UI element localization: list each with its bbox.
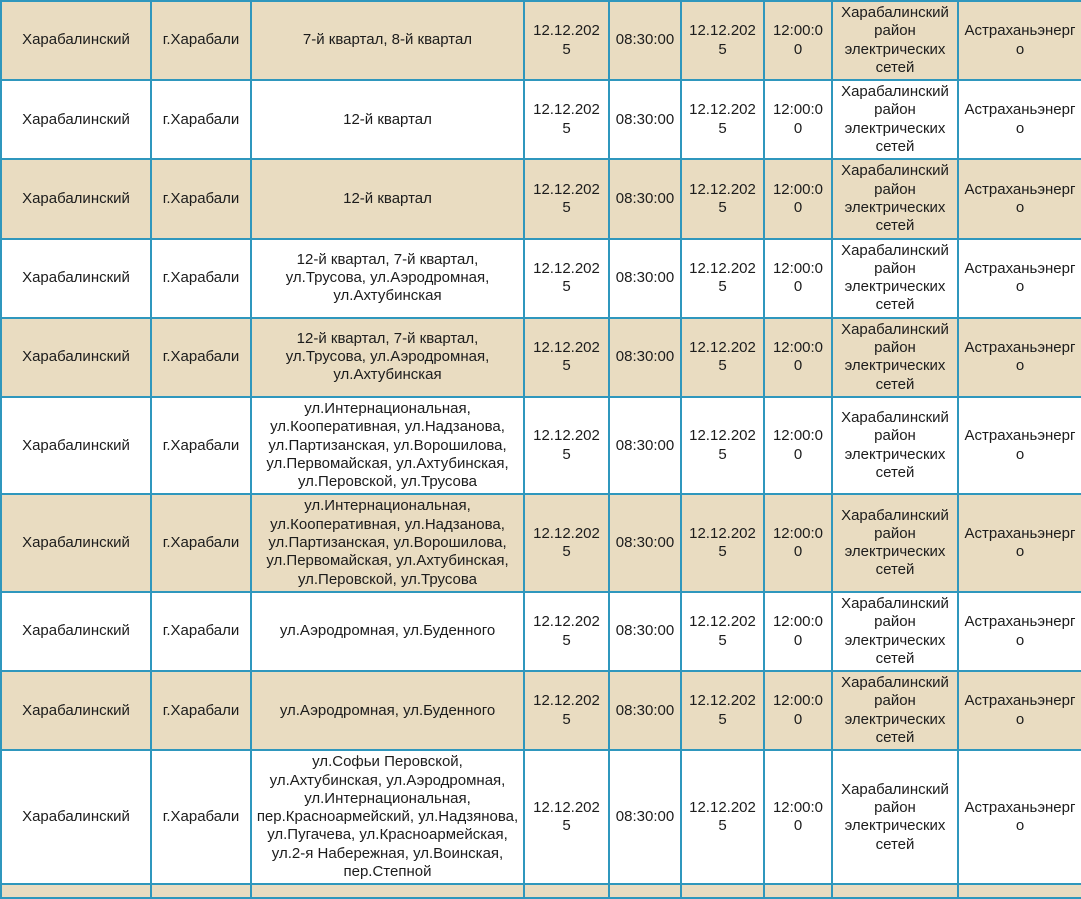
cell-network-org: Харабалинский район электрических сетей bbox=[832, 1, 958, 80]
cell-energy-company: Астраханьэнерго bbox=[958, 397, 1081, 494]
table-row bbox=[1, 318, 1081, 397]
cell-empty bbox=[524, 884, 609, 898]
cell-district: Харабалинский bbox=[1, 80, 151, 159]
cell-city: г.Харабали bbox=[151, 159, 251, 238]
cell-district: Харабалинский bbox=[1, 592, 151, 671]
cell-streets: ул.Софьи Перовской, ул.Ахтубинская, ул.Аэродромная, ул.Интернациональная, пер.Красноармейский, ул.Надзянова, ул.Пугачева, ул.Красноармейская, ул.2-я Набережная, ул.Воинская, пер.Степной bbox=[251, 750, 524, 884]
table-row-partial bbox=[1, 884, 1081, 898]
cell-energy-company: Астраханьэнерго bbox=[958, 494, 1081, 591]
cell-energy-company: Астраханьэнерго bbox=[958, 80, 1081, 159]
cell-district: Харабалинский bbox=[1, 397, 151, 494]
cell-city: г.Харабали bbox=[151, 397, 251, 494]
cell-streets: 12-й квартал, 7-й квартал, ул.Трусова, ул.Аэродромная, ул.Ахтубинская bbox=[251, 318, 524, 397]
cell-streets: 7-й квартал, 8-й квартал bbox=[251, 1, 524, 80]
cell-empty bbox=[609, 884, 681, 898]
cell-streets: ул.Интернациональная, ул.Кооперативная, ул.Надзанова, ул.Партизанская, ул.Ворошилова, ул.Первомайская, ул.Ахтубинская, ул.Перовской, ул.Трусова bbox=[251, 494, 524, 591]
cell-network-org: Харабалинский район электрических сетей bbox=[832, 397, 958, 494]
cell-end-time: 12:00:00 bbox=[764, 318, 832, 397]
cell-city: г.Харабали bbox=[151, 494, 251, 591]
table-row bbox=[1, 671, 1081, 750]
cell-start-time: 08:30:00 bbox=[609, 1, 681, 80]
cell-empty bbox=[681, 884, 764, 898]
cell-end-date: 12.12.2025 bbox=[681, 159, 764, 238]
cell-start-date: 12.12.2025 bbox=[524, 80, 609, 159]
cell-end-time: 12:00:00 bbox=[764, 397, 832, 494]
cell-end-time: 12:00:00 bbox=[764, 1, 832, 80]
table-row bbox=[1, 1, 1081, 80]
cell-start-time: 08:30:00 bbox=[609, 397, 681, 494]
cell-network-org: Харабалинский район электрических сетей bbox=[832, 671, 958, 750]
cell-district: Харабалинский bbox=[1, 494, 151, 591]
cell-city: г.Харабали bbox=[151, 318, 251, 397]
cell-start-time: 08:30:00 bbox=[609, 318, 681, 397]
table-row bbox=[1, 80, 1081, 159]
cell-district: Харабалинский bbox=[1, 239, 151, 318]
cell-start-date: 12.12.2025 bbox=[524, 239, 609, 318]
cell-city: г.Харабали bbox=[151, 80, 251, 159]
cell-end-date: 12.12.2025 bbox=[681, 318, 764, 397]
cell-network-org: Харабалинский район электрических сетей bbox=[832, 239, 958, 318]
cell-start-date: 12.12.2025 bbox=[524, 592, 609, 671]
cell-energy-company: Астраханьэнерго bbox=[958, 1, 1081, 80]
table-row bbox=[1, 239, 1081, 318]
cell-empty bbox=[764, 884, 832, 898]
cell-city: г.Харабали bbox=[151, 1, 251, 80]
cell-end-date: 12.12.2025 bbox=[681, 671, 764, 750]
cell-empty bbox=[251, 884, 524, 898]
cell-start-time: 08:30:00 bbox=[609, 159, 681, 238]
cell-start-date: 12.12.2025 bbox=[524, 494, 609, 591]
cell-empty bbox=[832, 884, 958, 898]
cell-end-date: 12.12.2025 bbox=[681, 80, 764, 159]
cell-network-org: Харабалинский район электрических сетей bbox=[832, 750, 958, 884]
cell-end-time: 12:00:00 bbox=[764, 671, 832, 750]
cell-energy-company: Астраханьэнерго bbox=[958, 159, 1081, 238]
cell-end-time: 12:00:00 bbox=[764, 80, 832, 159]
cell-end-time: 12:00:00 bbox=[764, 592, 832, 671]
table-row bbox=[1, 592, 1081, 671]
cell-city: г.Харабали bbox=[151, 750, 251, 884]
cell-city: г.Харабали bbox=[151, 239, 251, 318]
cell-streets: 12-й квартал bbox=[251, 159, 524, 238]
cell-streets: ул.Аэродромная, ул.Буденного bbox=[251, 592, 524, 671]
table-row bbox=[1, 494, 1081, 591]
table-row bbox=[1, 397, 1081, 494]
cell-end-time: 12:00:00 bbox=[764, 494, 832, 591]
cell-streets: ул.Аэродромная, ул.Буденного bbox=[251, 671, 524, 750]
cell-start-date: 12.12.2025 bbox=[524, 1, 609, 80]
cell-start-date: 12.12.2025 bbox=[524, 159, 609, 238]
cell-streets: 12-й квартал, 7-й квартал, ул.Трусова, ул.Аэродромная, ул.Ахтубинская bbox=[251, 239, 524, 318]
cell-district: Харабалинский bbox=[1, 750, 151, 884]
cell-empty bbox=[151, 884, 251, 898]
cell-start-time: 08:30:00 bbox=[609, 592, 681, 671]
table-row bbox=[1, 750, 1081, 884]
cell-start-time: 08:30:00 bbox=[609, 80, 681, 159]
cell-end-date: 12.12.2025 bbox=[681, 397, 764, 494]
cell-start-date: 12.12.2025 bbox=[524, 397, 609, 494]
cell-energy-company: Астраханьэнерго bbox=[958, 750, 1081, 884]
cell-network-org: Харабалинский район электрических сетей bbox=[832, 80, 958, 159]
cell-network-org: Харабалинский район электрических сетей bbox=[832, 318, 958, 397]
cell-empty bbox=[1, 884, 151, 898]
cell-network-org: Харабалинский район электрических сетей bbox=[832, 592, 958, 671]
cell-energy-company: Астраханьэнерго bbox=[958, 318, 1081, 397]
cell-start-date: 12.12.2025 bbox=[524, 318, 609, 397]
cell-district: Харабалинский bbox=[1, 1, 151, 80]
cell-streets: ул.Интернациональная, ул.Кооперативная, ул.Надзанова, ул.Партизанская, ул.Ворошилова, ул.Первомайская, ул.Ахтубинская, ул.Перовской, ул.Трусова bbox=[251, 397, 524, 494]
cell-network-org: Харабалинский район электрических сетей bbox=[832, 159, 958, 238]
table-row bbox=[1, 159, 1081, 238]
cell-end-date: 12.12.2025 bbox=[681, 239, 764, 318]
cell-empty bbox=[958, 884, 1081, 898]
cell-district: Харабалинский bbox=[1, 159, 151, 238]
cell-end-date: 12.12.2025 bbox=[681, 494, 764, 591]
cell-city: г.Харабали bbox=[151, 671, 251, 750]
cell-streets: 12-й квартал bbox=[251, 80, 524, 159]
cell-network-org: Харабалинский район электрических сетей bbox=[832, 494, 958, 591]
cell-start-time: 08:30:00 bbox=[609, 494, 681, 591]
outage-table-body bbox=[1, 1, 1081, 898]
cell-end-date: 12.12.2025 bbox=[681, 750, 764, 884]
cell-end-date: 12.12.2025 bbox=[681, 1, 764, 80]
cell-energy-company: Астраханьэнерго bbox=[958, 592, 1081, 671]
cell-start-date: 12.12.2025 bbox=[524, 750, 609, 884]
cell-district: Харабалинский bbox=[1, 318, 151, 397]
cell-end-time: 12:00:00 bbox=[764, 159, 832, 238]
cell-start-date: 12.12.2025 bbox=[524, 671, 609, 750]
cell-start-time: 08:30:00 bbox=[609, 750, 681, 884]
cell-energy-company: Астраханьэнерго bbox=[958, 239, 1081, 318]
cell-energy-company: Астраханьэнерго bbox=[958, 671, 1081, 750]
cell-end-date: 12.12.2025 bbox=[681, 592, 764, 671]
cell-start-time: 08:30:00 bbox=[609, 671, 681, 750]
cell-end-time: 12:00:00 bbox=[764, 239, 832, 318]
cell-end-time: 12:00:00 bbox=[764, 750, 832, 884]
cell-district: Харабалинский bbox=[1, 671, 151, 750]
cell-city: г.Харабали bbox=[151, 592, 251, 671]
cell-start-time: 08:30:00 bbox=[609, 239, 681, 318]
